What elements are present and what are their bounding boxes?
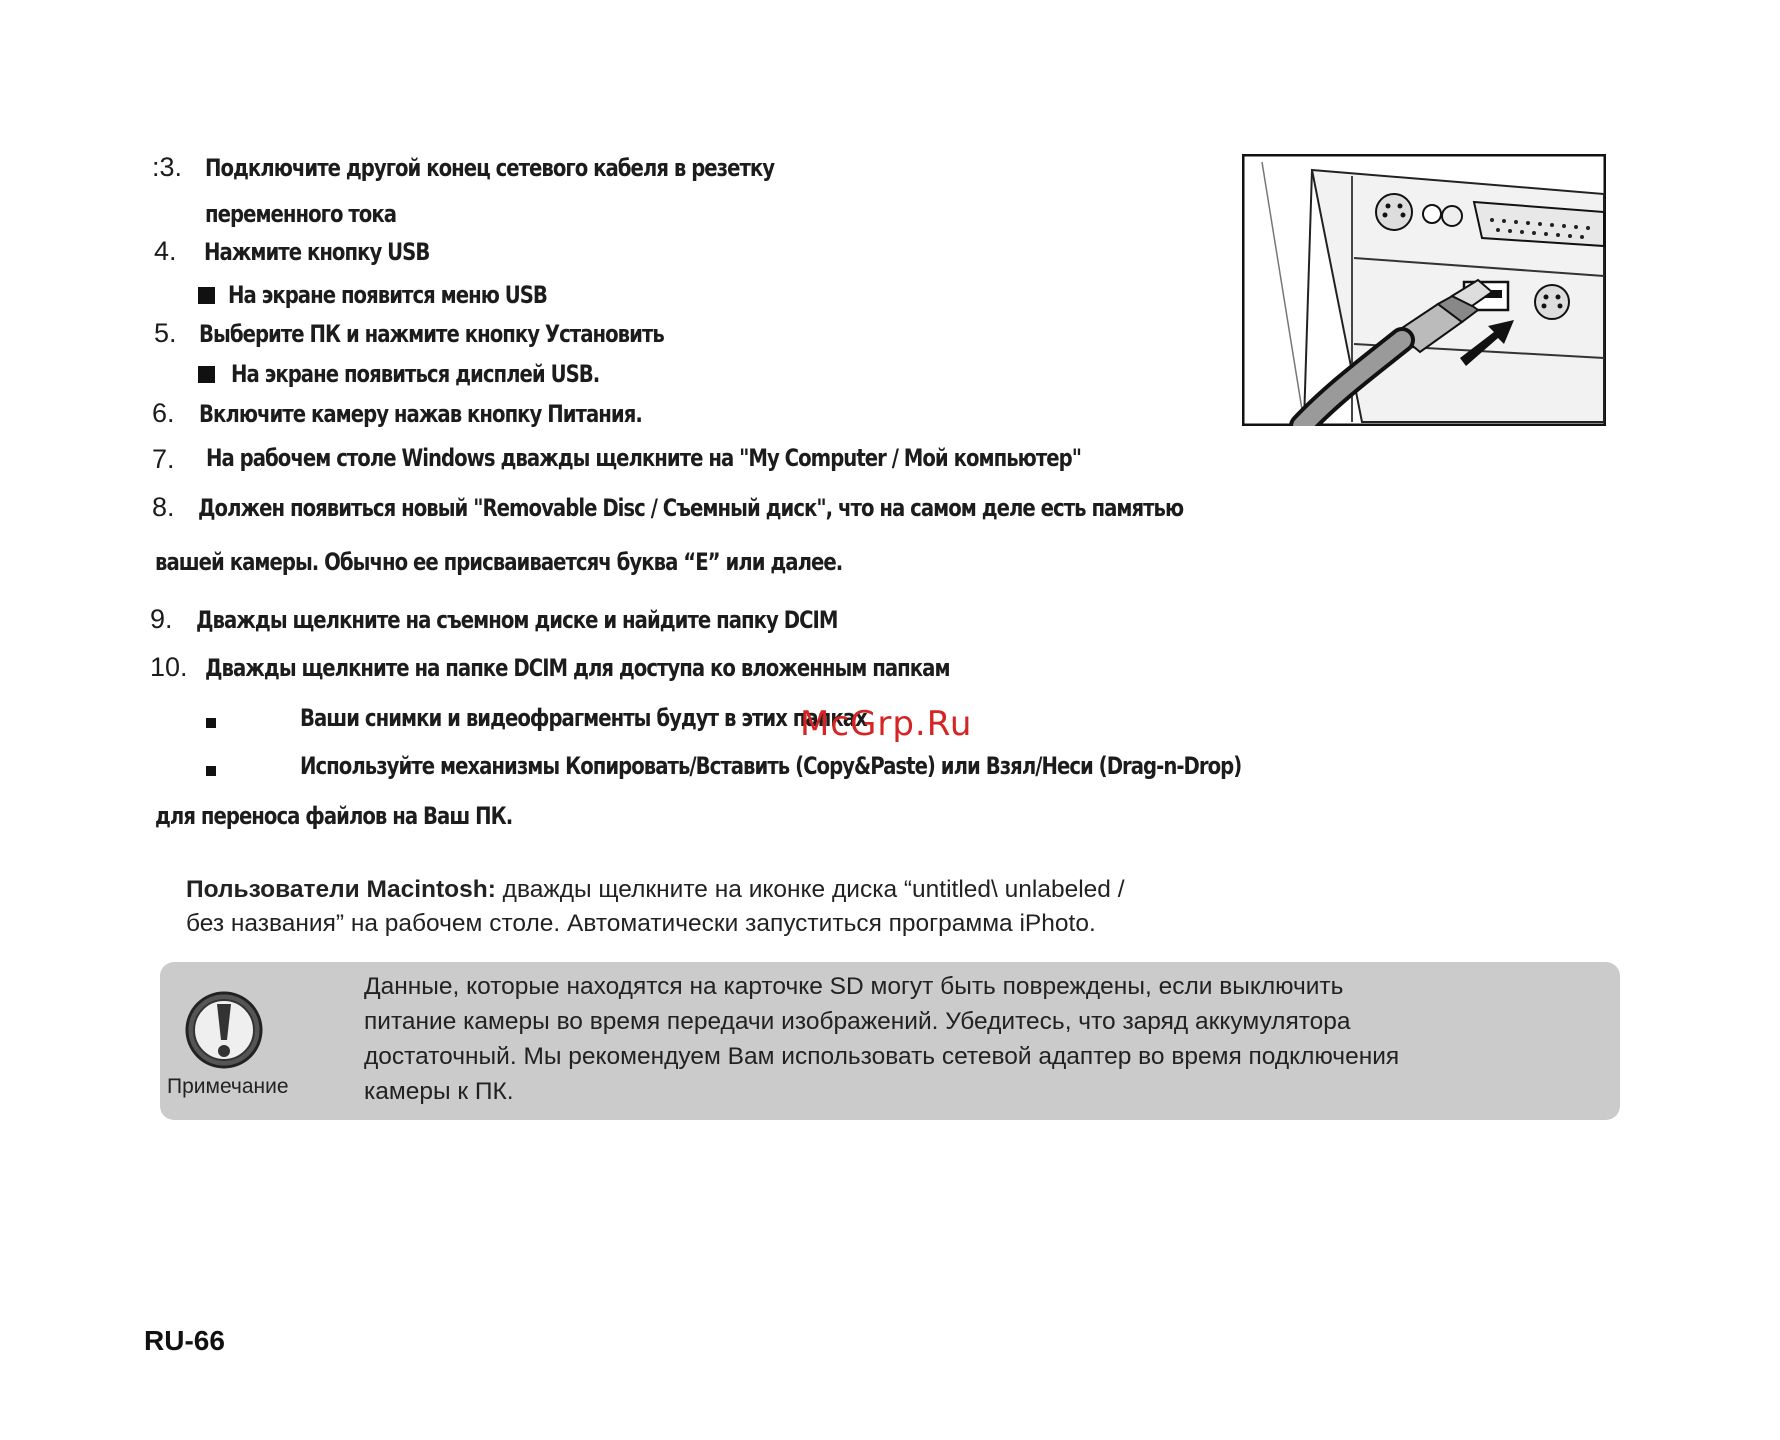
note-text-line: достаточный. Мы рекомендуем Вам использовать сетевой адаптер во время подключения xyxy=(364,1043,1400,1070)
step-7-text: На рабочем столе Windows дважды щелкните на "My Computer / Мой компьютер" xyxy=(206,444,1081,472)
macintosh-text: дважды щелкните на иконке диска “untitled\ unlabeled / xyxy=(495,876,1125,903)
bullet-square-icon xyxy=(198,366,215,383)
step-8-text: Должен появиться новый "Removable Disc / Съемный диск", что на самом деле есть памятью xyxy=(198,494,1184,522)
step-10-number: 10. xyxy=(150,652,188,682)
step-8-continuation: вашей камеры. Обычно ее присваиваетсяч буква “E” или далее. xyxy=(155,548,843,576)
step-6-number: 6. xyxy=(152,398,175,428)
note-label: Примечание xyxy=(167,1075,289,1098)
note-text-line: Данные, которые находятся на карточке SD могут быть повреждены, если выключить xyxy=(364,973,1344,1000)
step-10-text: Дважды щелкните на папке DCIM для доступа ко вложенным папкам xyxy=(205,654,950,682)
step-8-number: 8. xyxy=(152,492,175,522)
step-10-continuation: для переноса файлов на Ваш ПК. xyxy=(155,802,513,830)
step-10-bullet-1: Ваши снимки и видеофрагменты будут в этих папках xyxy=(300,704,867,732)
step-3-continuation: переменного тока xyxy=(205,200,397,228)
step-5-subtext: На экране появиться дисплей USB. xyxy=(231,360,600,388)
macintosh-note-line-2: без названия” на рабочем столе. Автоматически запуститься программа iPhoto. xyxy=(186,910,1096,937)
note-text-line: камеры к ПК. xyxy=(364,1078,514,1105)
macintosh-note-line-1 xyxy=(186,876,1125,904)
bullet-square-icon xyxy=(206,766,216,776)
step-6-text: Включите камеру нажав кнопку Питания. xyxy=(199,400,642,428)
step-3-number: :3. xyxy=(152,152,183,182)
step-4-number: 4. xyxy=(154,236,177,266)
macintosh-label: Пользователи Macintosh: xyxy=(186,876,496,903)
usb-cable-to-computer-port-illustration xyxy=(1242,154,1606,426)
watermark: McGrp.Ru xyxy=(800,704,973,744)
warning-exclamation-icon xyxy=(184,990,264,1070)
bullet-square-icon xyxy=(198,287,215,304)
step-4-text: Нажмите кнопку USB xyxy=(204,238,430,266)
page-number: RU-66 xyxy=(144,1325,225,1356)
step-7-number: 7. xyxy=(152,444,175,474)
bullet-square-icon xyxy=(206,718,216,728)
step-9-text: Дважды щелкните на съемном диске и найдите папку DCIM xyxy=(196,606,838,634)
step-3-text: Подключите другой конец сетевого кабеля в резетку xyxy=(205,154,775,182)
note-text-line: питание камеры во время передачи изображений. Убедитесь, что заряд аккумулятора xyxy=(364,1008,1351,1035)
step-9-number: 9. xyxy=(150,604,173,634)
step-5-number: 5. xyxy=(154,318,177,348)
step-4-subtext: На экране появится меню USB xyxy=(228,281,547,309)
step-5-text: Выберите ПК и нажмите кнопку Установить xyxy=(199,320,664,348)
step-10-bullet-2: Используйте механизмы Копировать/Вставить (Copy&Paste) или Взял/Неси (Drag-n-Drop) xyxy=(300,752,1242,780)
